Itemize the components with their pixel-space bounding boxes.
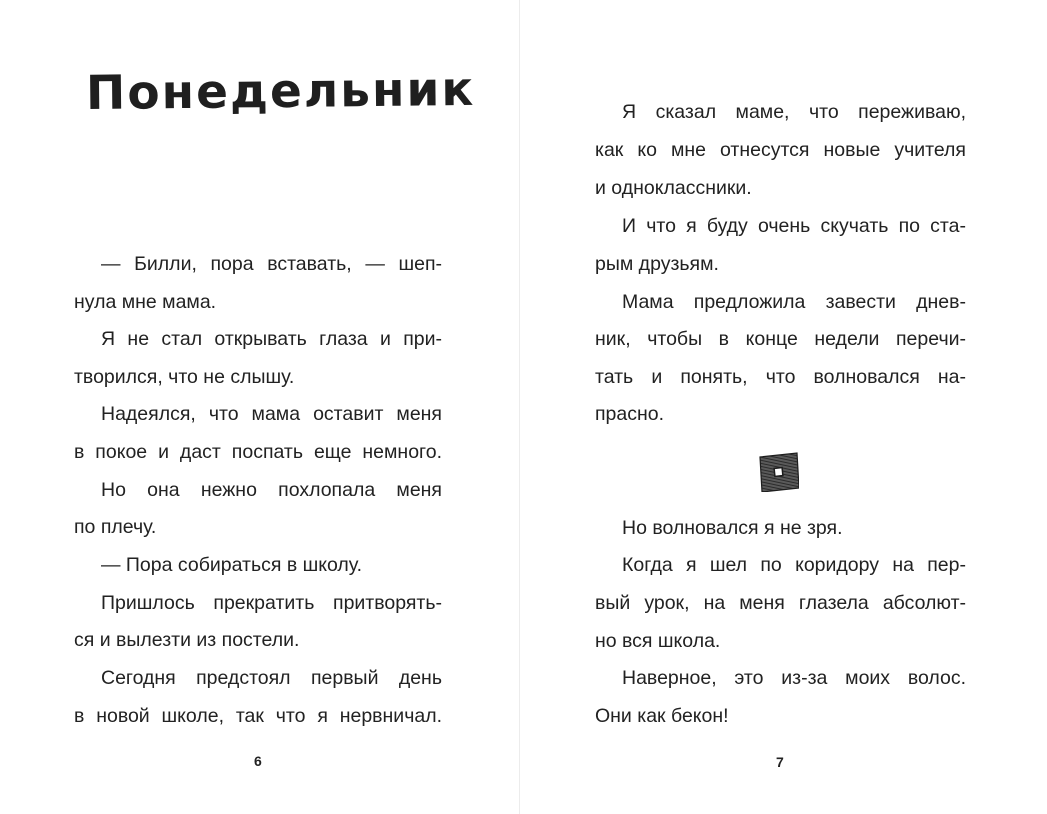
text-line: Пришлось прекратить притворять-: [101, 592, 442, 614]
text-line: — Пора собираться в школу.: [101, 554, 363, 576]
text-line: ник, чтобы в конце недели перечи-: [595, 328, 966, 350]
right-page: [520, 0, 1047, 814]
text-line: Когда я шел по коридору на пер-: [622, 554, 966, 576]
text-line: Но она нежно похлопала меня: [101, 479, 442, 501]
text-line: в покое и даст поспать еще немного.: [74, 441, 442, 463]
chapter-title: Понедельник: [85, 61, 476, 121]
text-line: рым друзьям.: [595, 253, 719, 275]
text-line: Мама предложила завести днев-: [622, 291, 966, 313]
text-line: — Билли, пора вставать, — шеп-: [101, 253, 442, 275]
left-page: [0, 0, 519, 814]
text-line: творился, что не слышу.: [74, 366, 295, 388]
pixel-block-icon: [758, 452, 799, 492]
text-line: Я сказал маме, что переживаю,: [622, 101, 966, 123]
text-line: Надеялся, что мама оставит меня: [101, 403, 442, 425]
text-line: вый урок, на меня глазела абсолют-: [595, 592, 966, 614]
text-line: Я не стал открывать глаза и при-: [101, 328, 442, 350]
text-line: Сегодня предстоял первый день: [101, 667, 442, 689]
text-line: по плечу.: [74, 516, 157, 538]
text-line: прасно.: [595, 403, 665, 425]
text-line: как ко мне отнесутся новые учителя: [595, 139, 966, 161]
text-line: в новой школе, так что я нервничал.: [74, 705, 442, 727]
text-line: но вся школа.: [595, 630, 721, 652]
text-line: Они как бекон!: [595, 705, 729, 727]
page-number: 6: [254, 753, 262, 769]
text-line: тать и понять, что волновался на-: [595, 366, 966, 388]
text-line: нула мне мама.: [74, 291, 217, 313]
text-line: Но волновался я не зря.: [622, 517, 843, 539]
text-line: Наверное, это из-за моих волос.: [622, 667, 966, 689]
page-number: 7: [776, 754, 784, 770]
text-line: ся и вылезти из постели.: [74, 629, 300, 651]
text-line: И что я буду очень скучать по ста-: [622, 215, 966, 237]
text-line: и одноклассники.: [595, 177, 752, 199]
